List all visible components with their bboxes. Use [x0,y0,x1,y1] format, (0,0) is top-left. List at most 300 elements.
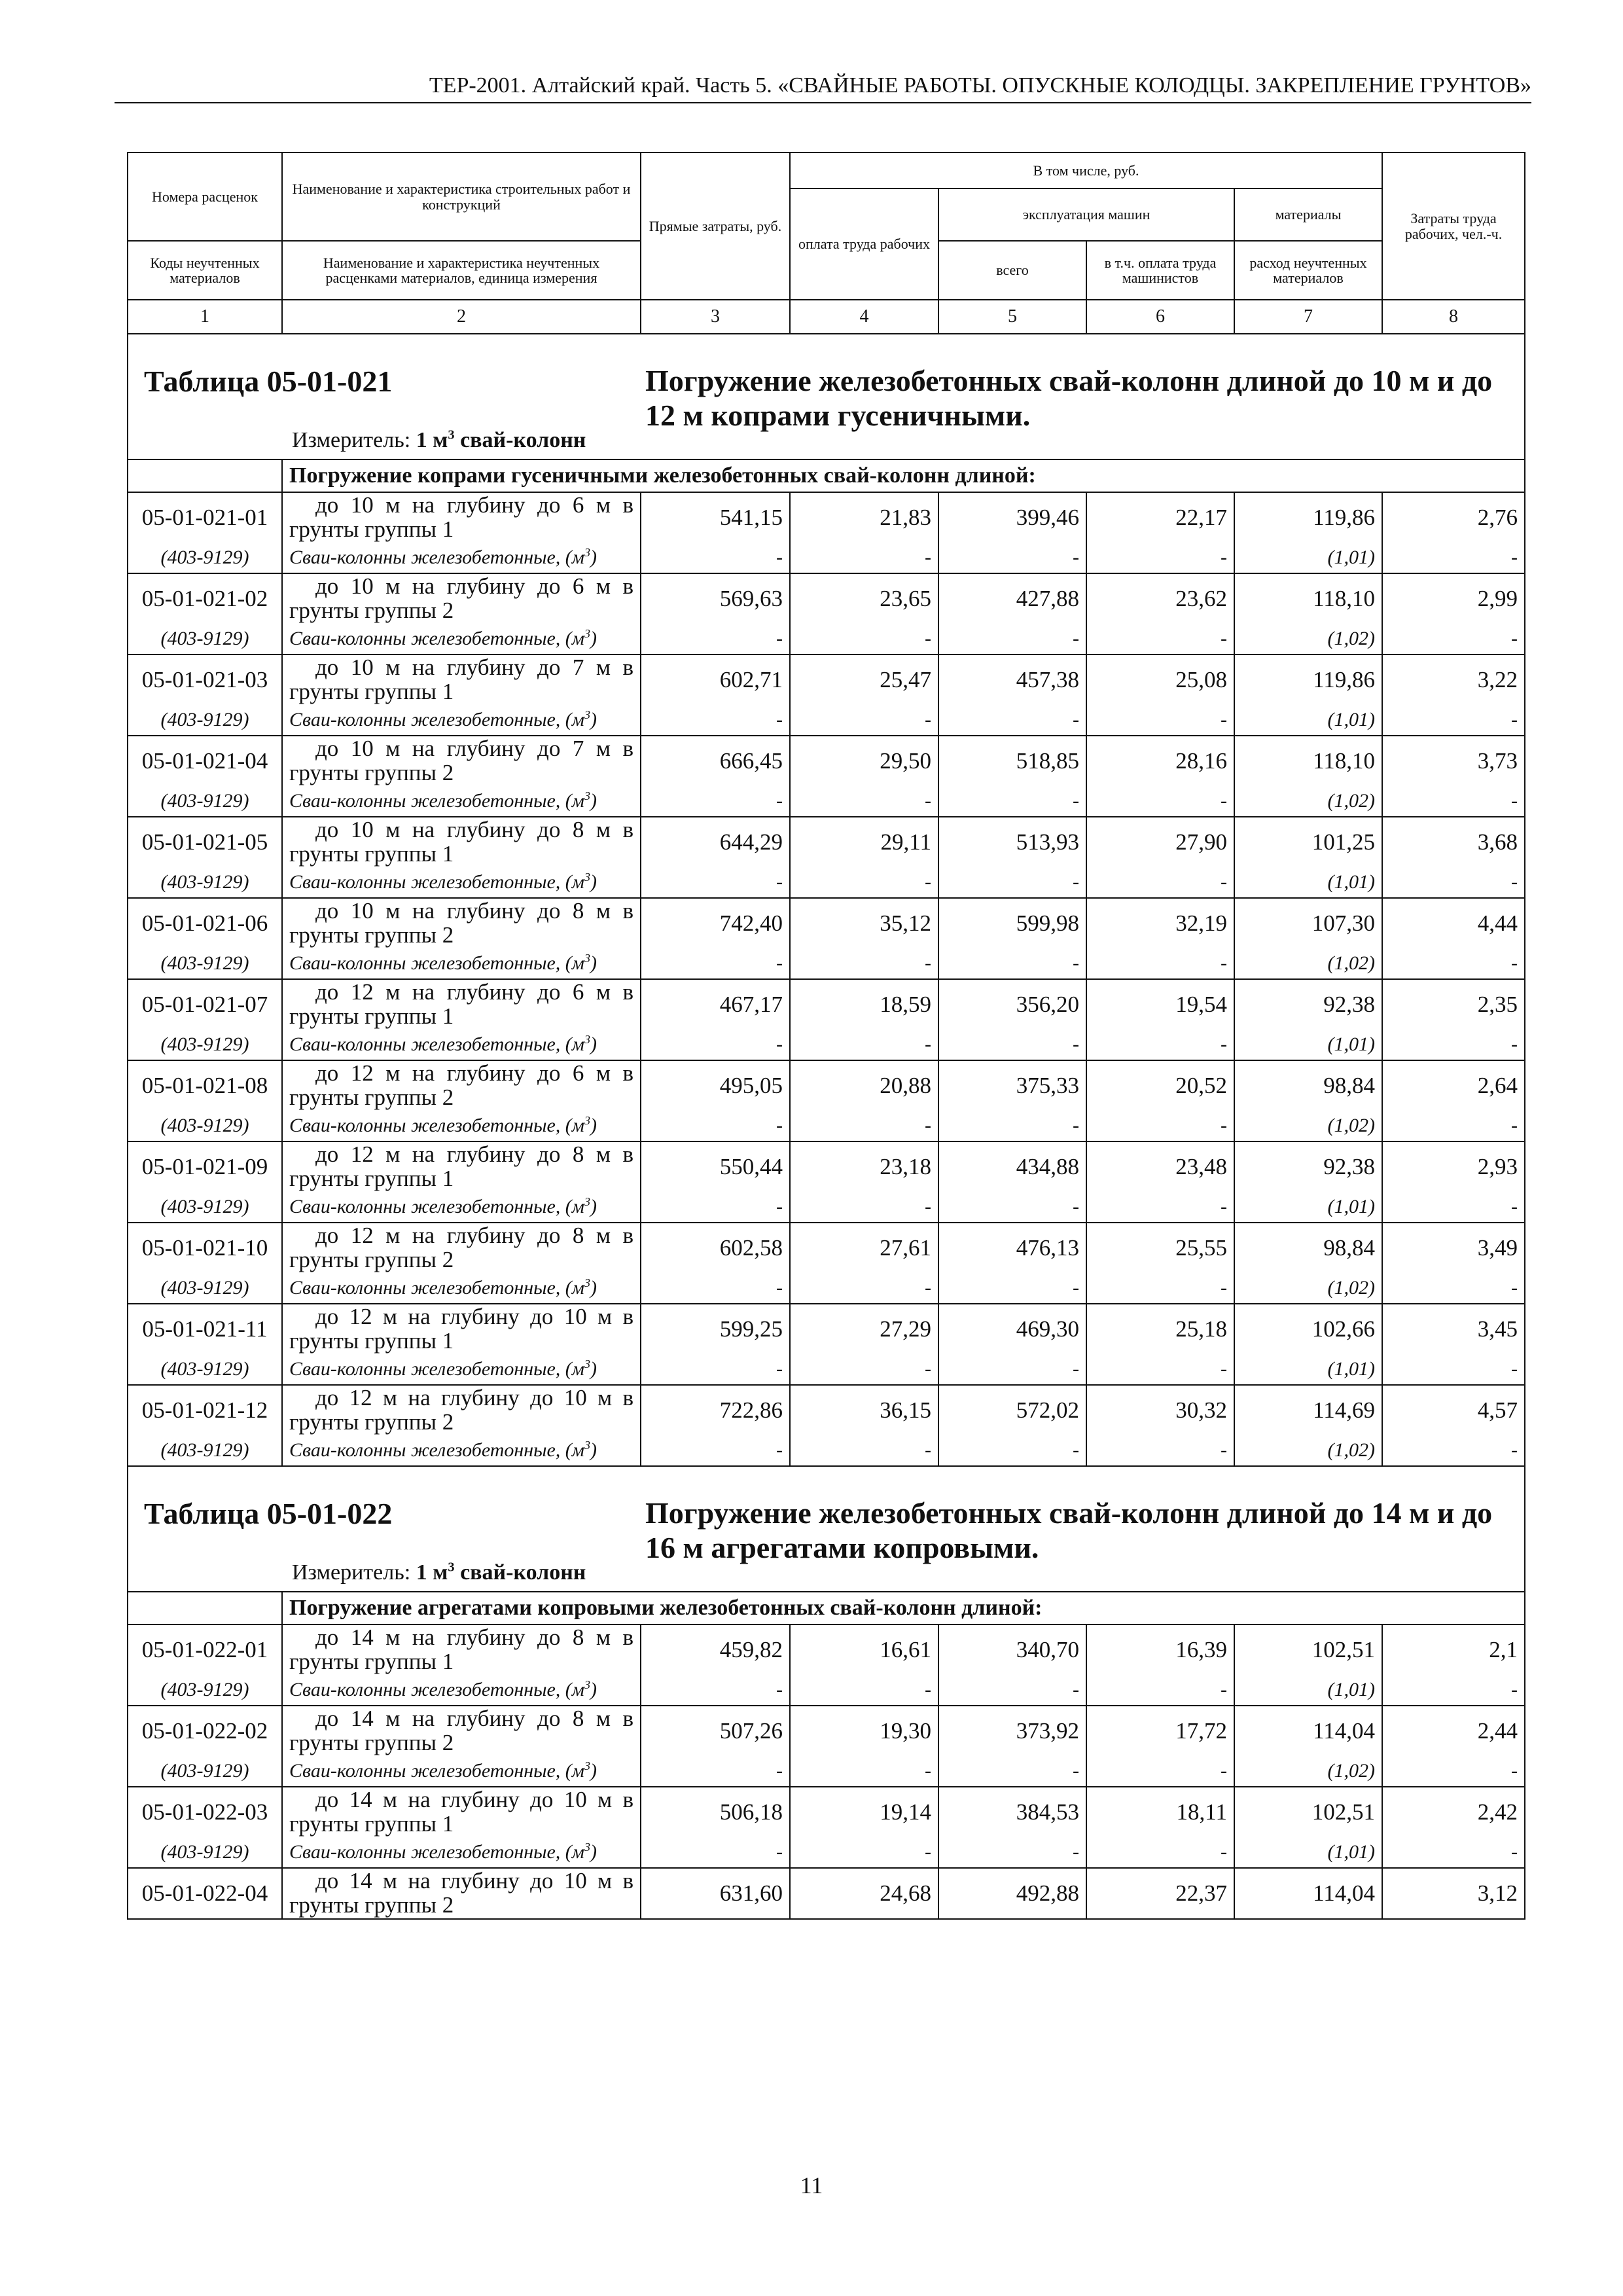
machines-total: 518,85 [938,736,1086,786]
worker-pay: 35,12 [790,898,938,948]
rate-row [128,573,1525,624]
material-machines-total: - [938,705,1086,736]
rate-name: до 12 м на глубину до 6 м в грунты группы 2 [289,1060,633,1110]
material-operator-pay: - [1086,705,1234,736]
labor-hours: 3,49 [1382,1223,1525,1273]
worker-pay: 25,47 [790,655,938,705]
material-code: (403-9129) [128,624,282,655]
operator-pay: 22,17 [1086,492,1234,543]
col-header-including: В том числе, руб. [790,152,1382,188]
material-unit-exponent: 3 [584,1276,590,1289]
worker-pay: 23,18 [790,1141,938,1192]
material-row [128,1273,1525,1304]
material-name: Сваи-колонны железобетонные, (м [289,1033,584,1055]
measure-suffix: свай-колонн [454,428,586,452]
material-unit-exponent: 3 [584,1439,590,1452]
col-number: 4 [790,300,938,334]
rate-name: до 10 м на глубину до 7 м в грунты группы 2 [289,736,633,785]
material-worker-pay: - [790,1675,938,1706]
group-row [128,1592,1525,1624]
material-name-close: ) [590,1033,597,1055]
material-operator-pay: - [1086,1837,1234,1868]
material-code: (403-9129) [128,705,282,736]
material-direct-cost: - [641,867,790,898]
materials-cost: 101,25 [1234,817,1382,867]
labor-hours: 2,76 [1382,492,1525,543]
material-name-close: ) [590,628,597,649]
rate-code: 05-01-021-11 [128,1304,282,1354]
material-materials-cost: (1,02) [1234,1111,1382,1141]
materials-cost: 102,66 [1234,1304,1382,1354]
col-number: 5 [938,300,1086,334]
material-machines-total: - [938,948,1086,979]
material-code: (403-9129) [128,1111,282,1141]
material-materials-cost: (1,01) [1234,1192,1382,1223]
material-name-close: ) [590,1196,597,1217]
rate-code: 05-01-021-06 [128,898,282,948]
material-direct-cost: - [641,543,790,573]
material-worker-pay: - [790,786,938,817]
material-name-cell [282,1675,641,1706]
col-number: 8 [1382,300,1525,334]
material-worker-pay: - [790,624,938,655]
page-number: 11 [800,2172,823,2198]
material-materials-cost: (1,01) [1234,867,1382,898]
col-number: 2 [282,300,641,334]
direct-cost: 644,29 [641,817,790,867]
direct-cost: 569,63 [641,573,790,624]
machines-total: 599,98 [938,898,1086,948]
material-operator-pay: - [1086,1192,1234,1223]
machines-total: 427,88 [938,573,1086,624]
rate-name-cell [282,1223,641,1273]
measure-suffix: свай-колонн [454,1560,586,1585]
col-header-material-names: Наименование и характеристика неучтенных расценками материалов, единица измерения [282,241,641,300]
material-name-cell [282,1111,641,1141]
direct-cost: 742,40 [641,898,790,948]
material-row [128,1111,1525,1141]
col-number: 3 [641,300,790,334]
col-header-labor-hours: Затраты труда рабочих, чел.-ч. [1382,152,1525,300]
material-row [128,1756,1525,1787]
material-machines-total: - [938,1435,1086,1466]
rate-name-cell [282,1624,641,1675]
material-worker-pay: - [790,1030,938,1060]
material-code: (403-9129) [128,1030,282,1060]
operator-pay: 30,32 [1086,1385,1234,1435]
material-direct-cost: - [641,1030,790,1060]
rate-row [128,1304,1525,1354]
material-row [128,1354,1525,1385]
material-direct-cost: - [641,1675,790,1706]
rate-code: 05-01-021-01 [128,492,282,543]
labor-hours: 3,45 [1382,1304,1525,1354]
table-title: Погружение железобетонных свай-колонн длиной до 10 м и до 12 м копрами гусеничными. [645,364,1493,432]
material-name-close: ) [590,1841,597,1863]
material-machines-total: - [938,786,1086,817]
rate-name-cell [282,898,641,948]
material-direct-cost: - [641,1837,790,1868]
table-title-cell [128,334,1525,459]
worker-pay: 27,61 [790,1223,938,1273]
material-name: Сваи-колонны железобетонные, (м [289,790,584,812]
measure-prefix: Измеритель: [292,1560,416,1585]
labor-hours: 3,22 [1382,655,1525,705]
material-code: (403-9129) [128,786,282,817]
machines-total: 373,92 [938,1706,1086,1756]
material-materials-cost: (1,02) [1234,786,1382,817]
measure-value: 1 м [416,1560,448,1585]
material-code: (403-9129) [128,1354,282,1385]
column-numbers-row [128,300,1525,334]
rate-row [128,1624,1525,1675]
labor-hours: 2,35 [1382,979,1525,1030]
material-name: Сваи-колонны железобетонные, (м [289,871,584,893]
material-materials-cost: (1,02) [1234,1756,1382,1787]
page-header: ТЕР-2001. Алтайский край. Часть 5. «СВАЙНЫЕ РАБОТЫ. ОПУСКНЫЕ КОЛОДЦЫ. ЗАКРЕПЛЕНИЕ ГРУНТОВ» [115,73,1531,103]
rate-code: 05-01-021-07 [128,979,282,1030]
material-worker-pay: - [790,1111,938,1141]
table-title-row [128,1466,1525,1592]
material-name: Сваи-колонны железобетонные, (м [289,1439,584,1461]
col-header-machines: эксплуатация машин [938,188,1234,241]
material-row [128,1192,1525,1223]
worker-pay: 29,50 [790,736,938,786]
group-title: Погружение агрегатами копровыми железобетонных свай-колонн длиной: [282,1592,1525,1624]
labor-hours: 3,12 [1382,1868,1525,1919]
material-materials-cost: (1,01) [1234,543,1382,573]
rate-row [128,1141,1525,1192]
material-direct-cost: - [641,1756,790,1787]
material-operator-pay: - [1086,1756,1234,1787]
material-direct-cost: - [641,705,790,736]
material-materials-cost: (1,02) [1234,1435,1382,1466]
material-row [128,1030,1525,1060]
material-machines-total: - [938,1837,1086,1868]
material-materials-cost: (1,01) [1234,1354,1382,1385]
machines-total: 457,38 [938,655,1086,705]
material-worker-pay: - [790,543,938,573]
material-direct-cost: - [641,948,790,979]
material-name-cell [282,543,641,573]
operator-pay: 25,55 [1086,1223,1234,1273]
material-name-close: ) [590,547,597,568]
machines-total: 476,13 [938,1223,1086,1273]
rate-row [128,1706,1525,1756]
material-name-close: ) [590,1679,597,1700]
material-name-cell [282,948,641,979]
rate-code: 05-01-022-03 [128,1787,282,1837]
material-row [128,1435,1525,1466]
measure-unit [292,1560,586,1585]
rate-row [128,492,1525,543]
worker-pay: 19,14 [790,1787,938,1837]
material-name-close: ) [590,871,597,893]
material-labor-hours: - [1382,948,1525,979]
material-operator-pay: - [1086,1030,1234,1060]
rate-name-cell [282,979,641,1030]
material-labor-hours: - [1382,705,1525,736]
material-name: Сваи-колонны железобетонные, (м [289,1841,584,1863]
material-direct-cost: - [641,624,790,655]
labor-hours: 4,57 [1382,1385,1525,1435]
material-operator-pay: - [1086,1111,1234,1141]
rate-code: 05-01-021-05 [128,817,282,867]
material-operator-pay: - [1086,867,1234,898]
rate-code: 05-01-021-03 [128,655,282,705]
material-name-cell [282,1192,641,1223]
material-name: Сваи-колонны железобетонные, (м [289,709,584,730]
material-worker-pay: - [790,1837,938,1868]
material-machines-total: - [938,1354,1086,1385]
material-worker-pay: - [790,1435,938,1466]
material-name: Сваи-колонны железобетонные, (м [289,1115,584,1136]
rate-row [128,736,1525,786]
group-empty-cell [128,1592,282,1624]
machines-total: 572,02 [938,1385,1086,1435]
material-row [128,786,1525,817]
table-title-cell [128,1466,1525,1592]
col-header-material-codes: Коды неучтенных материалов [128,241,282,300]
materials-cost: 102,51 [1234,1624,1382,1675]
materials-cost: 98,84 [1234,1060,1382,1111]
material-name: Сваи-колонны железобетонные, (м [289,1196,584,1217]
material-unit-exponent: 3 [584,1033,590,1046]
operator-pay: 18,11 [1086,1787,1234,1837]
material-unit-exponent: 3 [584,1840,590,1854]
material-labor-hours: - [1382,1435,1525,1466]
material-labor-hours: - [1382,1756,1525,1787]
material-row [128,705,1525,736]
material-materials-cost: (1,01) [1234,705,1382,736]
rate-name: до 14 м на глубину до 10 м в грунты группы 1 [289,1787,633,1837]
col-header-operator-pay: в т.ч. оплата труда машинистов [1086,241,1234,300]
material-labor-hours: - [1382,543,1525,573]
rate-name: до 12 м на глубину до 10 м в грунты группы 1 [289,1304,633,1354]
material-machines-total: - [938,1192,1086,1223]
material-operator-pay: - [1086,1354,1234,1385]
machines-total: 356,20 [938,979,1086,1030]
material-name-close: ) [590,790,597,812]
rate-name: до 10 м на глубину до 8 м в грунты группы 2 [289,898,633,948]
material-direct-cost: - [641,1435,790,1466]
measure-value: 1 м [416,428,448,452]
material-name: Сваи-колонны железобетонные, (м [289,547,584,568]
material-labor-hours: - [1382,1192,1525,1223]
rate-name: до 12 м на глубину до 6 м в грунты группы 1 [289,979,633,1029]
material-code: (403-9129) [128,948,282,979]
material-materials-cost: (1,01) [1234,1030,1382,1060]
material-direct-cost: - [641,1111,790,1141]
direct-cost: 631,60 [641,1868,790,1919]
material-row [128,1837,1525,1868]
material-unit-exponent: 3 [584,1759,590,1772]
col-header-worker-pay: оплата труда рабочих [790,188,938,300]
rate-name-cell [282,817,641,867]
material-name-cell [282,1030,641,1060]
labor-hours: 2,93 [1382,1141,1525,1192]
rate-name: до 10 м на глубину до 8 м в грунты группы 1 [289,817,633,867]
col-number: 6 [1086,300,1234,334]
material-row [128,624,1525,655]
material-name-close: ) [590,1277,597,1299]
labor-hours: 3,73 [1382,736,1525,786]
rate-name-cell [282,655,641,705]
direct-cost: 507,26 [641,1706,790,1756]
material-operator-pay: - [1086,786,1234,817]
material-unit-exponent: 3 [584,708,590,721]
operator-pay: 23,48 [1086,1141,1234,1192]
material-unit-exponent: 3 [584,870,590,884]
material-operator-pay: - [1086,1273,1234,1304]
direct-cost: 495,05 [641,1060,790,1111]
material-machines-total: - [938,1675,1086,1706]
rate-name-cell [282,573,641,624]
operator-pay: 27,90 [1086,817,1234,867]
material-machines-total: - [938,1030,1086,1060]
material-machines-total: - [938,867,1086,898]
rate-code: 05-01-021-02 [128,573,282,624]
material-operator-pay: - [1086,543,1234,573]
material-labor-hours: - [1382,1354,1525,1385]
labor-hours: 2,64 [1382,1060,1525,1111]
rate-name-cell [282,1868,641,1919]
material-materials-cost: (1,01) [1234,1675,1382,1706]
measure-prefix: Измеритель: [292,428,416,452]
material-name: Сваи-колонны железобетонные, (м [289,1760,584,1782]
rate-row [128,817,1525,867]
material-labor-hours: - [1382,1030,1525,1060]
material-name-cell [282,705,641,736]
rate-name-cell [282,1385,641,1435]
material-direct-cost: - [641,1192,790,1223]
material-name-cell [282,1354,641,1385]
labor-hours: 3,68 [1382,817,1525,867]
material-name-cell [282,1435,641,1466]
col-header-materials: материалы [1234,188,1382,241]
rate-code: 05-01-021-04 [128,736,282,786]
material-row [128,1675,1525,1706]
direct-cost: 459,82 [641,1624,790,1675]
machines-total: 399,46 [938,492,1086,543]
materials-cost: 98,84 [1234,1223,1382,1273]
material-name: Сваи-колонны железобетонные, (м [289,1277,584,1299]
rate-row [128,1787,1525,1837]
col-header-material-consumption: расход неучтенных материалов [1234,241,1382,300]
material-unit-exponent: 3 [584,789,590,802]
materials-cost: 118,10 [1234,736,1382,786]
material-machines-total: - [938,543,1086,573]
material-name-close: ) [590,709,597,730]
operator-pay: 23,62 [1086,573,1234,624]
material-unit-exponent: 3 [584,546,590,559]
materials-cost: 92,38 [1234,979,1382,1030]
material-code: (403-9129) [128,1435,282,1466]
worker-pay: 36,15 [790,1385,938,1435]
rate-name: до 12 м на глубину до 10 м в грунты группы 2 [289,1385,633,1435]
operator-pay: 17,72 [1086,1706,1234,1756]
material-name: Сваи-колонны железобетонные, (м [289,1358,584,1380]
materials-cost: 114,04 [1234,1868,1382,1919]
col-number: 1 [128,300,282,334]
rate-name: до 14 м на глубину до 8 м в грунты группы 2 [289,1706,633,1755]
material-direct-cost: - [641,786,790,817]
machines-total: 469,30 [938,1304,1086,1354]
rate-name: до 10 м на глубину до 6 м в грунты группы 1 [289,492,633,542]
material-unit-exponent: 3 [584,1357,590,1371]
direct-cost: 599,25 [641,1304,790,1354]
material-name-cell [282,624,641,655]
rate-row [128,1060,1525,1111]
rate-name-cell [282,1304,641,1354]
material-operator-pay: - [1086,1435,1234,1466]
material-name: Сваи-колонны железобетонные, (м [289,952,584,974]
material-operator-pay: - [1086,1675,1234,1706]
operator-pay: 20,52 [1086,1060,1234,1111]
material-unit-exponent: 3 [584,1114,590,1127]
material-machines-total: - [938,1273,1086,1304]
material-code: (403-9129) [128,543,282,573]
materials-cost: 119,86 [1234,492,1382,543]
group-row [128,459,1525,492]
labor-hours: 2,99 [1382,573,1525,624]
rate-code: 05-01-022-02 [128,1706,282,1756]
material-code: (403-9129) [128,1192,282,1223]
material-worker-pay: - [790,1756,938,1787]
materials-cost: 92,38 [1234,1141,1382,1192]
measure-exponent: 3 [448,427,455,442]
material-machines-total: - [938,1756,1086,1787]
materials-cost: 119,86 [1234,655,1382,705]
direct-cost: 602,58 [641,1223,790,1273]
labor-hours: 2,44 [1382,1706,1525,1756]
materials-cost: 114,69 [1234,1385,1382,1435]
labor-hours: 4,44 [1382,898,1525,948]
measure-unit [292,428,586,453]
material-row [128,867,1525,898]
material-row [128,948,1525,979]
rate-row [128,979,1525,1030]
table-id: Таблица 05-01-021 [144,365,393,398]
direct-cost: 467,17 [641,979,790,1030]
materials-cost: 107,30 [1234,898,1382,948]
material-labor-hours: - [1382,786,1525,817]
material-name-close: ) [590,952,597,974]
rate-name-cell [282,492,641,543]
material-materials-cost: (1,02) [1234,1273,1382,1304]
col-header-work-name: Наименование и характеристика строительных работ и конструкций [282,152,641,241]
material-name-cell [282,867,641,898]
material-name-cell [282,1273,641,1304]
material-code: (403-9129) [128,867,282,898]
price-table [127,152,1525,1920]
rate-row [128,898,1525,948]
operator-pay: 28,16 [1086,736,1234,786]
operator-pay: 19,54 [1086,979,1234,1030]
col-number: 7 [1234,300,1382,334]
rate-code: 05-01-021-08 [128,1060,282,1111]
rate-row [128,1385,1525,1435]
rate-name-cell [282,1141,641,1192]
material-name-close: ) [590,1358,597,1380]
materials-cost: 118,10 [1234,573,1382,624]
rate-name: до 12 м на глубину до 8 м в грунты группы 2 [289,1223,633,1272]
material-worker-pay: - [790,867,938,898]
machines-total: 492,88 [938,1868,1086,1919]
rate-code: 05-01-021-09 [128,1141,282,1192]
material-materials-cost: (1,01) [1234,1837,1382,1868]
material-labor-hours: - [1382,1273,1525,1304]
